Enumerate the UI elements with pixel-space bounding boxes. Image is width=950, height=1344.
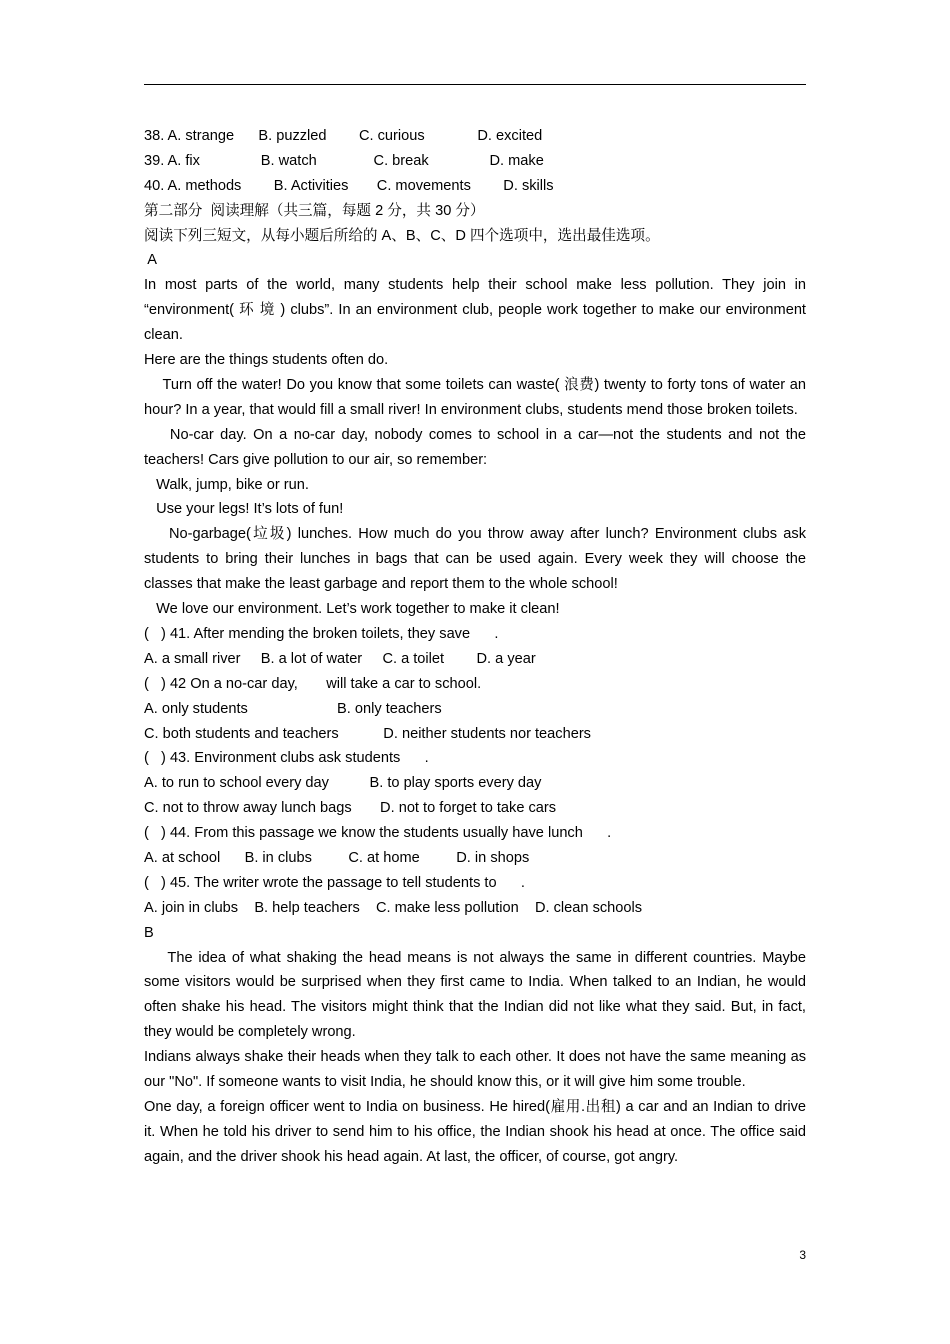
- passage-b-paragraph: The idea of what shaking the head means is not always the same in different countries. Maybe some visitors would be surprised when they first came to India. When talked to an Indian, he would often shake his head. The visitors might think that the Indian did not like what they said. But, in fact, they would be completely wrong.: [144, 949, 811, 1041]
- options-line: A. at school B. in clubs C. at home D. in shops: [144, 850, 530, 866]
- options-line: C. not to throw away lunch bags D. not to forget to take cars: [144, 800, 557, 817]
- passage-a-paragraph: Turn off the water! Do you know that some toilets can waste( 浪费) twenty to forty tons of water an hour? In a year, that would fill a small river! In environment clubs, students mend those broken toilets.: [144, 376, 811, 418]
- question-line: ( ) 44. From this passage we know the students usually have lunch .: [144, 825, 612, 842]
- passage-b-paragraph: One day, a foreign officer went to India on business. He hired(雇用.出租) a car and an Indian to drive it. When he told his driver to send him to his office, the Indian shook his head at once. The office said again, and the driver shook his head again. At last, the officer, of course, got angry.: [144, 1099, 806, 1165]
- passage-a-paragraph: No-garbage(垃圾) lunches. How much do you throw away after lunch? Environment clubs ask students to bring their lunches in bags that can be used again. Every week they will choose the classes that make the least garbage and report them to the whole school!: [144, 526, 811, 593]
- passage-a-paragraph: In most parts of the world, many students help their school make less pollution. They join in “environment( 环 境 ) clubs”. In an environment club, people work together to make our environment clean.: [144, 277, 806, 344]
- question-line: ( ) 42 On a no-car day, will take a car to school.: [144, 675, 482, 692]
- passage-b-label: B: [144, 924, 154, 941]
- poem-line: Walk, jump, bike or run.: [144, 476, 309, 493]
- question-38: 38. A. strange B. puzzled C. curious D. excited: [144, 128, 543, 144]
- question-40: 40. A. methods B. Activities C. movements D. skills: [144, 177, 554, 194]
- question-line: ( ) 43. Environment clubs ask students .: [144, 750, 429, 767]
- question-39: 39. A. fix B. watch C. break D. make: [144, 152, 544, 169]
- options-line: C. both students and teachers D. neither students nor teachers: [144, 725, 591, 742]
- passage-a-paragraph: Here are the things students often do.: [144, 352, 389, 369]
- document-body: [144, 124, 811, 1170]
- options-line: A. only students B. only teachers: [144, 700, 442, 717]
- header-rule: [144, 84, 806, 85]
- options-line: A. join in clubs B. help teachers C. make less pollution D. clean schools: [144, 899, 643, 916]
- question-line: ( ) 45. The writer wrote the passage to tell students to .: [144, 874, 525, 891]
- passage-b-paragraph: Indians always shake their heads when they talk to each other. It does not have the same meaning as our "No". If someone wants to visit India, he should know this, or it will give him some trouble.: [144, 1049, 806, 1091]
- page-number: 3: [799, 1248, 806, 1262]
- poem-line: Use your legs! It’s lots of fun!: [144, 501, 344, 518]
- passage-a-paragraph: We love our environment. Let’s work together to make it clean!: [144, 601, 560, 618]
- passage-a-label: A: [144, 252, 157, 269]
- options-line: A. a small river B. a lot of water C. a toilet D. a year: [144, 650, 536, 667]
- options-line: A. to run to school every day B. to play sports every day: [144, 775, 542, 792]
- part-instruction: 阅读下列三短文，从每小题后所给的 A、B、C、D 四个选项中，选出最佳选项。: [144, 227, 660, 244]
- question-line: ( ) 41. After mending the broken toilets, they save .: [144, 625, 499, 642]
- passage-a-paragraph: No-car day. On a no-car day, nobody comes to school in a car—not the students and not the teachers! Cars give pollution to our air, so remember:: [144, 426, 811, 468]
- part-heading: 第二部分 阅读理解（共三篇，每题 2 分，共 30 分）: [144, 202, 485, 219]
